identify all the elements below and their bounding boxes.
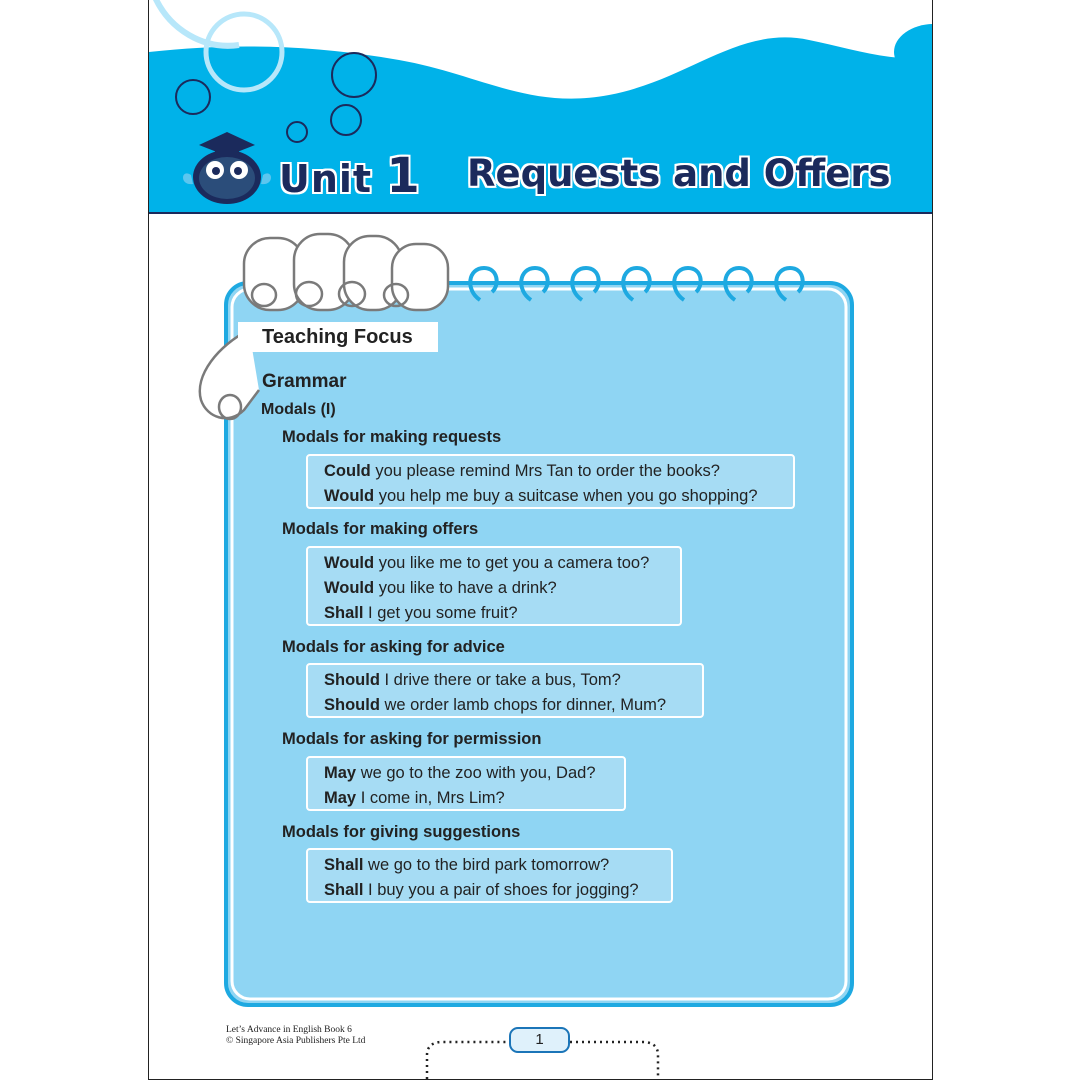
page-number-badge: 1 [509, 1027, 570, 1053]
textbook-page [148, 0, 933, 1080]
example-line: Could you please remind Mrs Tan to order the books? [324, 462, 720, 480]
example-line: Would you like me to get you a camera too? [324, 554, 650, 572]
example-line: Shall I buy you a pair of shoes for jogging? [324, 881, 639, 899]
unit-title: Requests and Offers [467, 152, 891, 195]
section-title: Modals for making offers [282, 520, 479, 538]
teaching-focus-tab: Teaching Focus [238, 322, 438, 352]
example-line: Shall we go to the bird park tomorrow? [324, 856, 610, 874]
example-line: Should I drive there or take a bus, Tom? [324, 671, 621, 689]
example-line: Would you help me buy a suitcase when you go shopping? [324, 487, 758, 505]
unit-label: Unit 1 [279, 148, 421, 204]
example-line: Should we order lamb chops for dinner, Mum? [324, 696, 667, 714]
section-title: Modals for asking for advice [282, 638, 505, 656]
example-line: Would you like to have a drink? [324, 579, 557, 597]
section-title: Modals for making requests [282, 428, 502, 446]
section-title: Modals for giving suggestions [282, 823, 521, 841]
section-title: Modals for asking for permission [282, 730, 542, 748]
modals-subheading: Modals (I) [261, 401, 336, 418]
page-number-dots [149, 0, 932, 1079]
example-line: Shall I get you some fruit? [324, 604, 518, 622]
unit-number: 1 [386, 148, 421, 204]
grammar-heading: Grammar [262, 371, 347, 392]
example-line: May we go to the zoo with you, Dad? [324, 764, 596, 782]
book-title: Let’s Advance in English Book 6 [226, 1025, 352, 1035]
example-line: May I come in, Mrs Lim? [324, 789, 505, 807]
copyright-notice: © Singapore Asia Publishers Pte Ltd [226, 1036, 366, 1046]
